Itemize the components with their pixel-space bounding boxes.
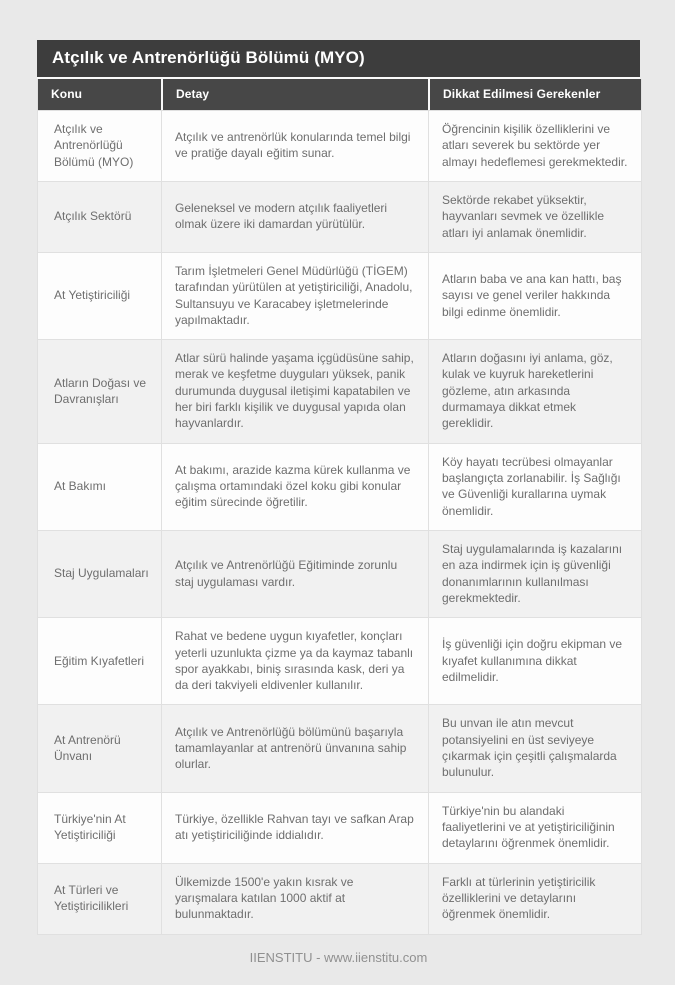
- table-body: [38, 110, 641, 934]
- info-table: [37, 79, 642, 935]
- cell-dikkat: İş güvenliği için doğru ekipman ve kıyafet kullanımına dikkat edilmelidir.: [428, 617, 641, 704]
- table-row: [38, 181, 641, 252]
- cell-dikkat: Atların baba ve ana kan hattı, baş sayısı ve genel veriler hakkında bilgi edinme önemlidir.: [428, 252, 641, 339]
- table-header: [38, 79, 641, 110]
- cell-konu: Türkiye'nin At Yetiştiriciliği: [38, 792, 161, 863]
- cell-konu: Eğitim Kıyafetleri: [38, 617, 161, 704]
- cell-detay: Türkiye, özellikle Rahvan tayı ve safkan Arap atı yetiştiriciliğinde iddialıdır.: [161, 792, 428, 863]
- cell-detay: Tarım İşletmeleri Genel Müdürlüğü (TİGEM) tarafından yürütülen at yetiştiriciliği, Anadolu, Sultansuyu ve Karacabey işletmelerinde yapılmaktadır.: [161, 252, 428, 339]
- cell-dikkat: Sektörde rekabet yüksektir, hayvanları sevmek ve özellikle atları iyi anlamak önemlidir.: [428, 181, 641, 252]
- table-row: [38, 792, 641, 863]
- cell-konu: Atçılık ve Antrenörlüğü Bölümü (MYO): [38, 110, 161, 181]
- cell-detay: Rahat ve bedene uygun kıyafetler, konçları yeterli uzunlukta çizme ya da kaymaz tabanlı spor ayakkabı, biniş sırasında kask, deri ya da deri takviyeli eldivenler kullanılır.: [161, 617, 428, 704]
- cell-konu: At Antrenörü Ünvanı: [38, 704, 161, 791]
- cell-dikkat: Bu unvan ile atın mevcut potansiyelini en üst seviyeye çıkarmak için çeşitli çalışmalarda bulunulur.: [428, 704, 641, 791]
- cell-detay: Atçılık ve Antrenörlüğü bölümünü başarıyla tamamlayanlar at antrenörü ünvanına sahip olurlar.: [161, 704, 428, 791]
- info-table-card: [37, 40, 640, 935]
- table-row: [38, 339, 641, 443]
- cell-detay: Atçılık ve Antrenörlüğü Eğitiminde zorunlu staj uygulaması vardır.: [161, 530, 428, 617]
- column-header-dikkat: Dikkat Edilmesi Gerekenler: [428, 79, 641, 110]
- table-row: [38, 443, 641, 530]
- table-row: [38, 704, 641, 791]
- cell-dikkat: Türkiye'nin bu alandaki faaliyetlerini ve at yetiştiriciliğinin detaylarını öğrenmek önemlidir.: [428, 792, 641, 863]
- cell-konu: Atçılık Sektörü: [38, 181, 161, 252]
- cell-detay: Geleneksel ve modern atçılık faaliyetleri olmak üzere iki damardan yürütülür.: [161, 181, 428, 252]
- cell-konu: At Bakımı: [38, 443, 161, 530]
- table-row: [38, 110, 641, 181]
- cell-konu: Atların Doğası ve Davranışları: [38, 339, 161, 443]
- cell-dikkat: Öğrencinin kişilik özelliklerini ve atları severek bu sektörde yer almayı hedeflemesi gerekmektedir.: [428, 110, 641, 181]
- cell-detay: At bakımı, arazide kazma kürek kullanma ve çalışma ortamındaki özel koku gibi konular eğitim sürecinde öğretilir.: [161, 443, 428, 530]
- cell-dikkat: Atların doğasını iyi anlama, göz, kulak ve kuyruk hareketlerini gözleme, atın arkasında durmamaya dikkat etmek gereklidir.: [428, 339, 641, 443]
- cell-dikkat: Staj uygulamalarında iş kazalarını en aza indirmek için iş güvenliği donanımlarının kullanılması gerekmektedir.: [428, 530, 641, 617]
- cell-detay: Atlar sürü halinde yaşama içgüdüsüne sahip, merak ve keşfetme duyguları yüksek, panik durumunda duygusal iletişimi kapatabilen ve her biri farklı kişilik ve duygusal yapıda olan hayvanlardır.: [161, 339, 428, 443]
- cell-konu: At Yetiştiriciliği: [38, 252, 161, 339]
- cell-dikkat: Köy hayatı tecrübesi olmayanlar başlangıçta zorlanabilir. İş Sağlığı ve Güvenliği kurallarına uymak önemlidir.: [428, 443, 641, 530]
- footer-credit: IIENSTITU - www.iienstitu.com: [249, 949, 428, 965]
- column-header-konu: Konu: [38, 79, 161, 110]
- cell-dikkat: Farklı at türlerinin yetiştiricilik özelliklerini ve detaylarını öğrenmek önemlidir.: [428, 863, 641, 934]
- cell-detay: Ülkemizde 1500'e yakın kısrak ve yarışmalara katılan 1000 aktif at bulunmaktadır.: [161, 863, 428, 934]
- table-row: [38, 617, 641, 704]
- cell-detay: Atçılık ve antrenörlük konularında temel bilgi ve pratiğe dayalı eğitim sunar.: [161, 110, 428, 181]
- table-row: [38, 252, 641, 339]
- header-row: [38, 79, 641, 110]
- table-row: [38, 530, 641, 617]
- cell-konu: At Türleri ve Yetiştiricilikleri: [38, 863, 161, 934]
- table-row: [38, 863, 641, 934]
- column-header-detay: Detay: [161, 79, 428, 110]
- cell-konu: Staj Uygulamaları: [38, 530, 161, 617]
- table-title: Atçılık ve Antrenörlüğü Bölümü (MYO): [37, 40, 640, 79]
